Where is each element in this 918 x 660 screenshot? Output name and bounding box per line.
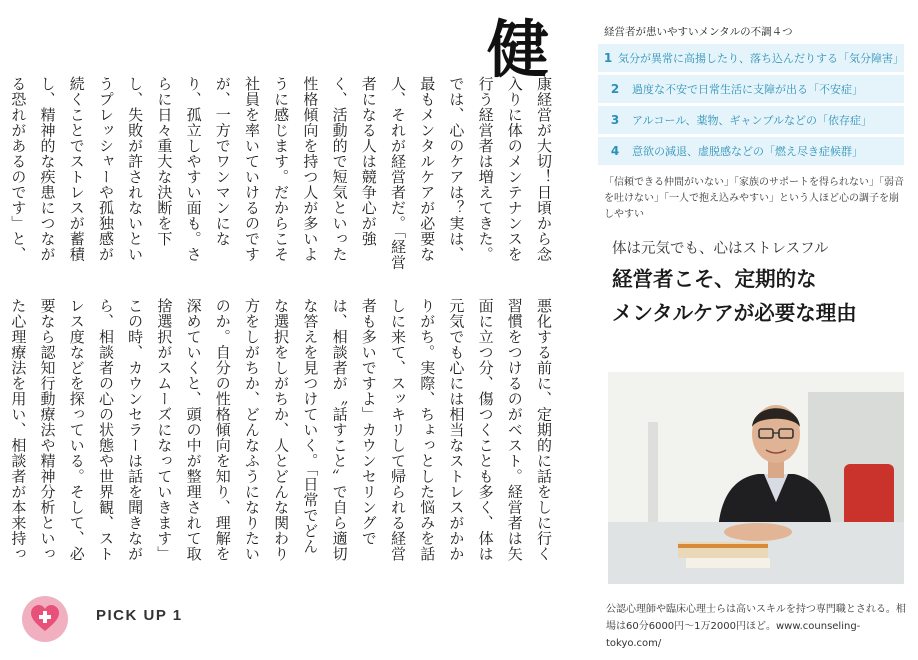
list-item-text: アルコール、薬物、ギャンブルなどの「依存症」 <box>632 114 873 127</box>
heart-plus-icon <box>29 603 61 635</box>
article-body-top <box>9 18 558 273</box>
sidebar-heading: 経営者が患いやすいメンタルの不調４つ <box>604 26 793 38</box>
list-item-number: 4 <box>610 144 620 158</box>
sidebar <box>598 0 908 660</box>
article-text-top: 康経営が大切！日頃から念入りに体のメンテナンスを行う経営者は増えてきた。では、心のケアは？実は、最もメンタルケアが必要な人、それが経営者だ。「経営者になる人は競争心が強く、活動的で短気といった性格傾向を持つ人が多いように感じます。だからこそ社員を率いていけるのですが、一方でワンマンになり、孤立しやすい面も。さらに日々重大な決断を下し、失敗が許されないというプレッシャーや孤独感が続くことでストレスが蓄積し、精神的な疾患につながる恐れがあるのです」と、 <box>9 76 553 270</box>
pickup-badge <box>22 596 68 642</box>
list-item-text: 意欲の減退、虚脱感などの「燃え尽き症候群」 <box>632 145 863 158</box>
counselor-photo <box>608 372 904 584</box>
headline <box>612 262 912 330</box>
list-item-text: 気分が異常に高揚したり、落ち込んだりする「気分障害」 <box>618 52 904 65</box>
headline-line-2: メンタルケアが必要な理由 <box>612 301 857 325</box>
list-item <box>598 44 904 72</box>
counselor-photo-illustration <box>608 372 904 584</box>
list-item-number: 3 <box>610 113 620 127</box>
list-item-number: 1 <box>603 51 613 65</box>
drop-cap: 健 <box>486 13 549 86</box>
list-item <box>598 75 904 103</box>
list-item <box>598 137 904 165</box>
article-body-bottom: 悪化する前に、定期的に話をしに行く習慣をつけるのがベスト。経営者は矢面に立つ分、傷つくことも多く、体は元気でも心には相当なストレスがかかりがち。実際、ちょっとした悩みを話しに来て、スッキリして帰られる経営者も多いですよ」カウンセリングでは、相談者が〝話すこと〟で自ら適切な答えを見つけていく。「日常でどんな選択をしがちか、人とどんな関わり方をしがちか、どんなふうになりたいのか。自分の性格傾向を知り、理解を深めていくと、頭の中が整理されて取捨選択がスムーズになっていきます」この時、カウンセラーは話を聞きながら、相談者の心の状態や世界観、ストレス度などを探っている。そして、必要なら認知行動療法や精神分析といった心理療法を用い、相談者が本来持っ <box>9 298 553 562</box>
headline-line-1: 経営者こそ、定期的な <box>612 267 817 291</box>
subheading: 体は元気でも、心はストレスフル <box>612 241 829 257</box>
pickup-label: PICK UP 1 <box>96 607 183 624</box>
list-item <box>598 106 904 134</box>
sidebar-note: 「信頼できる仲間がいない」「家族のサポートを得られない」「弱音を吐けない」「一人で抱え込みやすい」という人ほど心の調子を崩しやすい <box>604 177 904 220</box>
list-item-text: 過度な不安で日常生活に支障が出る「不安症」 <box>632 83 863 96</box>
condition-list <box>598 44 904 168</box>
photo-caption: 公認心理師や臨床心理士らは高いスキルを持つ専門職とされる。相場は60分6000円〜1万2000円ほど。www.counseling-tokyo.com/ <box>606 604 906 649</box>
list-item-number: 2 <box>610 82 620 96</box>
